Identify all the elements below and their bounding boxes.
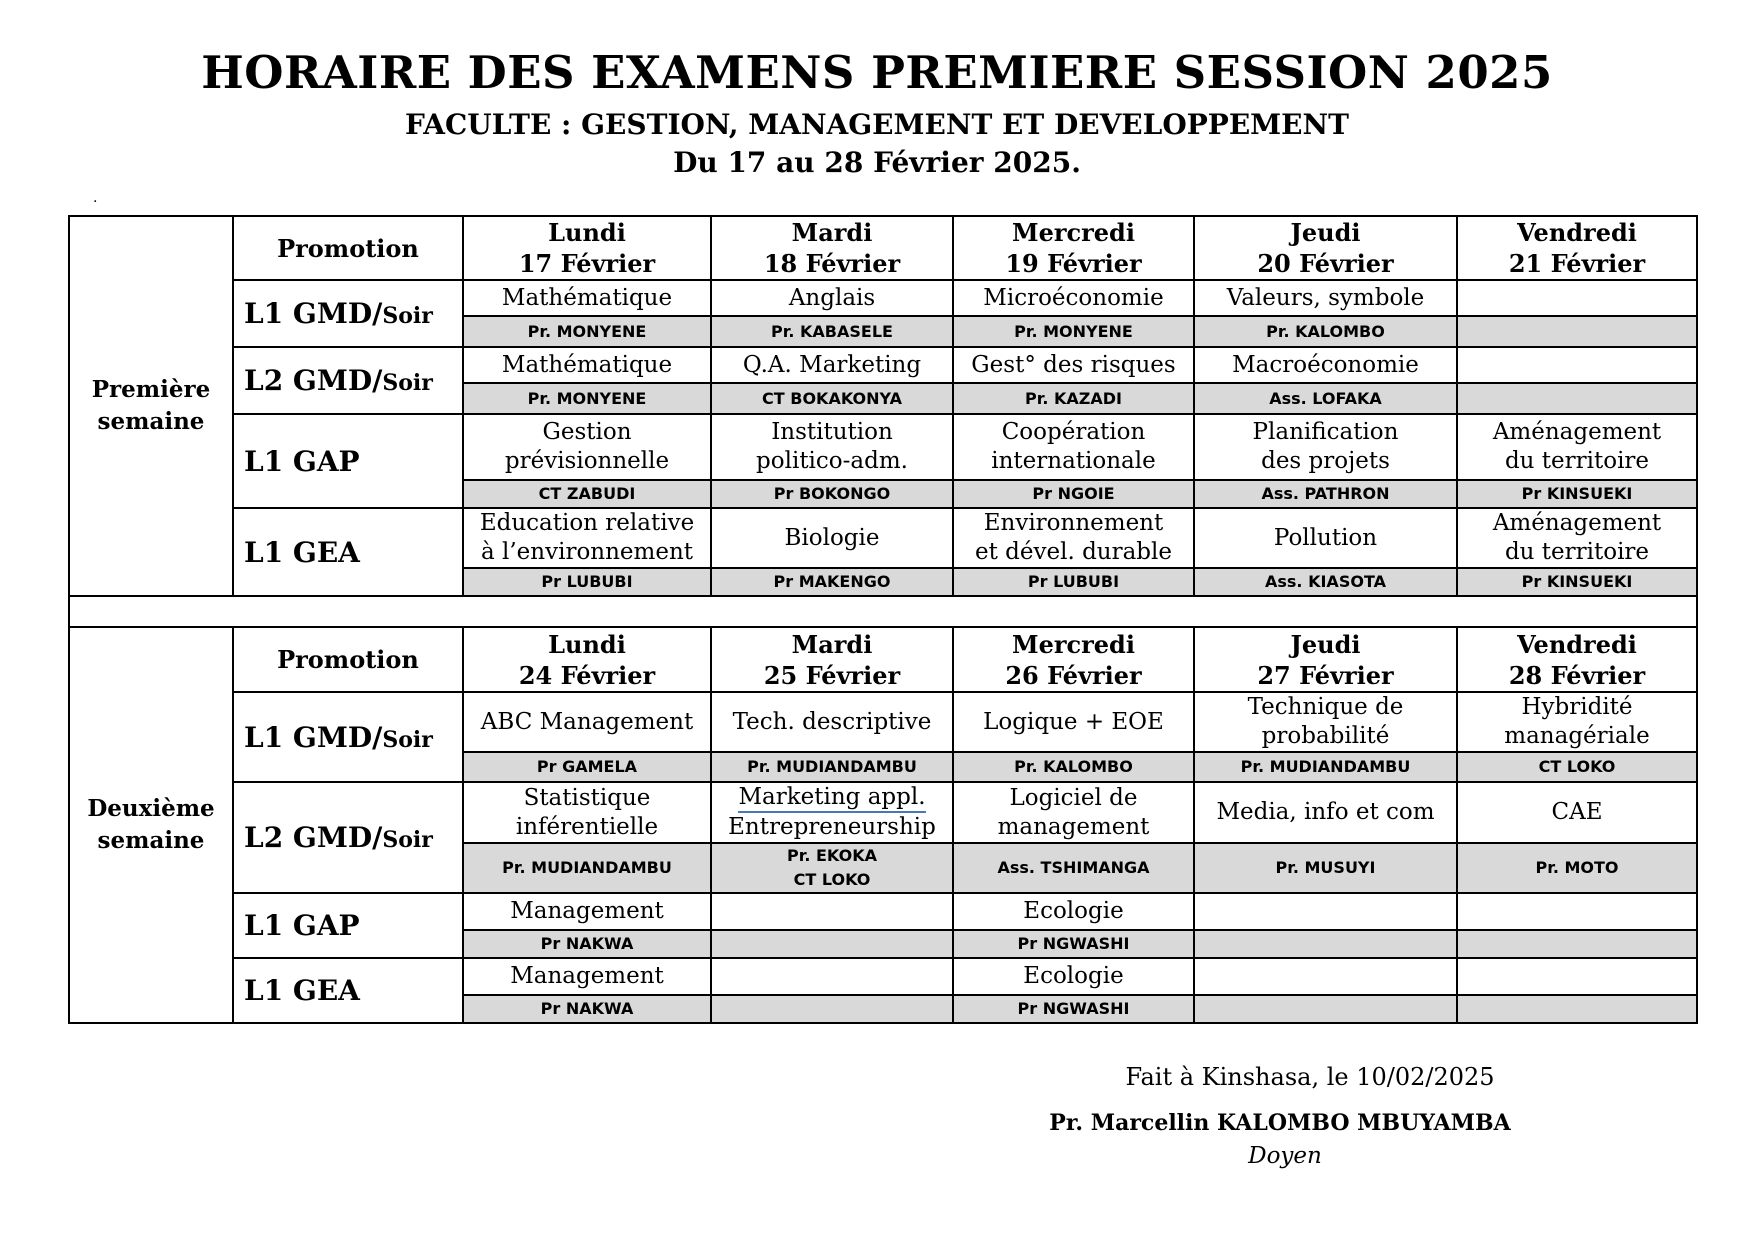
course-name: management	[997, 813, 1150, 840]
promotion-cell	[233, 692, 463, 782]
week-label-line: Première	[91, 376, 211, 403]
course-name: Gestion	[542, 419, 632, 445]
course-name: Entrepreneurship	[728, 814, 936, 840]
professor-cell	[953, 568, 1194, 596]
table-row	[69, 958, 1697, 995]
course-cell	[1457, 893, 1697, 930]
professor-name: Pr. KALOMBO	[1014, 757, 1133, 776]
promotion-name: L1 GMD/	[244, 720, 383, 754]
course-name: politico-adm.	[756, 448, 908, 474]
course-cell	[953, 692, 1194, 752]
promotion-name: L2 GMD/	[244, 821, 383, 854]
promotion-cell	[233, 508, 463, 596]
professor-name: Pr. EKOKA	[787, 846, 877, 865]
course-name: Management	[510, 963, 664, 989]
professor-name: Pr. MONYENE	[1014, 321, 1133, 341]
course-cell	[1457, 958, 1697, 995]
course-cell	[463, 958, 711, 995]
day-date: 17 Février	[518, 249, 656, 278]
table-row	[69, 893, 1697, 930]
professor-cell	[1194, 752, 1457, 782]
professor-cell	[1457, 568, 1697, 596]
day-date: 18 Février	[763, 249, 901, 278]
professor-cell	[711, 568, 953, 596]
course-cell	[711, 414, 953, 480]
place-date: Fait à Kinshasa, le 10/02/2025	[1125, 1063, 1495, 1091]
course-name: des projets	[1261, 448, 1390, 474]
course-name: du territoire	[1504, 539, 1650, 565]
day-header	[953, 627, 1194, 692]
course-name: Institution	[771, 419, 893, 445]
course-cell	[1457, 414, 1697, 480]
professor-name: Pr. MOTO	[1535, 858, 1619, 877]
day-name: Mardi	[791, 629, 873, 659]
professor-cell	[1457, 843, 1697, 893]
professor-cell	[1194, 995, 1457, 1023]
stray-dot: .	[93, 190, 98, 206]
course-cell	[953, 414, 1194, 480]
course-cell	[711, 893, 953, 930]
professor-name: CT ZABUDI	[538, 484, 636, 503]
professor-name: Ass. PATHRON	[1261, 484, 1390, 503]
course-cell	[711, 508, 953, 568]
exam-schedule-table	[68, 215, 1698, 1024]
course-cell	[463, 782, 711, 843]
course-name: Ecologie	[1023, 963, 1124, 989]
promotion-name: L1 GAP	[244, 909, 360, 942]
day-name: Vendredi	[1517, 629, 1637, 659]
promotion-name: L2 GMD/	[244, 364, 383, 397]
professor-cell	[463, 995, 711, 1023]
professor-cell	[1457, 316, 1697, 347]
course-cell	[463, 280, 711, 316]
course-name: ABC Management	[480, 708, 694, 735]
professor-name: Pr NGWASHI	[1017, 999, 1130, 1018]
professor-cell	[1457, 995, 1697, 1023]
course-name: Mathématique	[501, 351, 673, 378]
professor-cell	[711, 995, 953, 1023]
professor-name: Pr. MONYENE	[527, 388, 647, 408]
table-row	[69, 782, 1697, 843]
course-cell	[1194, 280, 1457, 316]
course-name: Education relative	[479, 510, 695, 536]
professor-cell	[711, 480, 953, 508]
professor-cell	[953, 930, 1194, 958]
course-cell	[1194, 692, 1457, 752]
promotion-name: L1 GAP	[244, 444, 360, 478]
course-cell	[463, 508, 711, 568]
day-date: 19 Février	[1005, 249, 1142, 278]
professor-cell	[463, 930, 711, 958]
professor-cell	[711, 930, 953, 958]
professor-cell	[463, 480, 711, 508]
day-name: Mardi	[791, 218, 873, 247]
day-date: 24 Février	[518, 660, 656, 690]
professor-name: Pr BOKONGO	[773, 484, 891, 503]
course-cell	[953, 958, 1194, 995]
promotion-cell	[233, 414, 463, 508]
professor-cell	[1457, 383, 1697, 414]
professor-cell	[1457, 930, 1697, 958]
professor-cell	[1194, 568, 1457, 596]
course-cell	[711, 692, 953, 752]
course-name: Aménagement	[1492, 419, 1662, 445]
course-name: Q.A. Marketing	[742, 351, 922, 378]
course-cell	[953, 782, 1194, 843]
professor-name: Pr NAKWA	[540, 934, 634, 953]
course-name: Microéconomie	[983, 284, 1164, 311]
promotion-suffix: Soir	[382, 726, 433, 753]
professor-cell	[953, 316, 1194, 347]
course-name: prévisionnelle	[504, 448, 670, 474]
course-cell	[953, 508, 1194, 568]
week1-header-row	[69, 216, 1697, 280]
date-range: Du 17 au 28 Février 2025.	[673, 146, 1081, 179]
course-name: Management	[510, 898, 664, 924]
table-row	[69, 692, 1697, 752]
course-name: Technique de	[1247, 694, 1404, 720]
course-cell	[463, 692, 711, 752]
page-title: HORAIRE DES EXAMENS PREMIERE SESSION 2025	[201, 46, 1553, 99]
promotion-header: Promotion	[233, 216, 463, 280]
professor-cell	[1457, 752, 1697, 782]
course-cell	[463, 893, 711, 930]
course-name: à l’environnement	[480, 539, 694, 565]
week2-label	[69, 627, 233, 1023]
day-date: 26 Février	[1005, 660, 1142, 690]
course-cell	[1194, 347, 1457, 383]
professor-cell	[953, 843, 1194, 893]
week-separator-row	[69, 596, 1697, 627]
professor-name: Pr. MUSUYI	[1275, 858, 1376, 877]
day-header	[953, 216, 1194, 280]
course-name: du territoire	[1504, 448, 1650, 474]
course-cell	[1194, 414, 1457, 480]
professor-name: Pr NAKWA	[540, 999, 634, 1018]
professor-name: Ass. KIASOTA	[1265, 572, 1386, 591]
course-cell	[1457, 692, 1697, 752]
course-cell	[953, 893, 1194, 930]
course-cell	[463, 347, 711, 383]
professor-cell	[711, 316, 953, 347]
professor-name: Pr. KABASELE	[771, 321, 893, 341]
professor-name: Pr. MUDIANDAMBU	[502, 858, 672, 877]
day-name: Jeudi	[1290, 218, 1361, 247]
course-name: Aménagement	[1492, 510, 1662, 536]
professor-name: Pr LUBUBI	[1027, 572, 1120, 591]
day-name: Jeudi	[1290, 629, 1361, 659]
week-label-line: semaine	[97, 827, 205, 854]
course-name: Ecologie	[1023, 898, 1124, 924]
course-cell	[953, 280, 1194, 316]
course-cell	[1194, 782, 1457, 843]
day-date: 27 Février	[1257, 660, 1394, 690]
professor-name: Pr LUBUBI	[541, 572, 633, 591]
professor-cell	[953, 995, 1194, 1023]
professor-name: Pr. MUDIANDAMBU	[747, 757, 917, 776]
course-cell	[1457, 347, 1697, 383]
professor-cell	[1194, 316, 1457, 347]
promotion-suffix: Soir	[382, 827, 433, 853]
course-name: managériale	[1504, 723, 1650, 749]
professor-name: Pr MAKENGO	[773, 572, 891, 591]
day-header	[711, 627, 953, 692]
course-name: Environnement	[983, 510, 1164, 536]
course-name: Planification	[1252, 419, 1399, 445]
promotion-suffix: Soir	[382, 303, 433, 329]
week-separator	[69, 596, 1697, 627]
professor-cell	[1194, 930, 1457, 958]
course-cell	[1194, 508, 1457, 568]
promotion-cell	[233, 280, 463, 347]
professor-name: CT LOKO	[1538, 757, 1616, 776]
course-name: internationale	[991, 448, 1156, 474]
professor-cell	[1194, 383, 1457, 414]
professor-cell	[711, 383, 953, 414]
day-header	[463, 627, 711, 692]
course-name: Biologie	[784, 524, 880, 551]
course-cell	[463, 414, 711, 480]
professor-cell	[711, 752, 953, 782]
professor-name: Pr. MUDIANDAMBU	[1240, 757, 1411, 776]
course-name: Pollution	[1273, 524, 1378, 551]
course-cell	[1457, 508, 1697, 568]
professor-cell	[463, 383, 711, 414]
week-label-line: Deuxième	[87, 795, 215, 822]
course-cell	[711, 782, 953, 843]
table-row	[69, 280, 1697, 316]
day-header	[1457, 216, 1697, 280]
professor-cell	[463, 568, 711, 596]
promotion-name: L1 GMD/	[244, 297, 383, 330]
day-name: Mercredi	[1012, 629, 1135, 659]
professor-name: Pr. KALOMBO	[1266, 321, 1385, 341]
professor-cell	[953, 480, 1194, 508]
course-name: Logiciel de	[1009, 784, 1138, 811]
professor-cell	[463, 752, 711, 782]
day-name: Lundi	[548, 629, 626, 659]
course-name: probabilité	[1261, 723, 1390, 749]
dean-role: Doyen	[1248, 1143, 1322, 1169]
course-cell	[953, 347, 1194, 383]
course-name: Media, info et com	[1216, 799, 1435, 825]
professor-name: Pr. KAZADI	[1025, 388, 1122, 408]
day-name: Mercredi	[1012, 218, 1135, 247]
course-cell	[1457, 782, 1697, 843]
promotion-header: Promotion	[233, 627, 463, 692]
course-name: Hybridité	[1521, 694, 1633, 720]
professor-cell	[463, 316, 711, 347]
course-name: Gest° des risques	[971, 351, 1176, 378]
course-name: Marketing appl.	[738, 784, 925, 813]
course-name: Mathématique	[501, 284, 673, 311]
day-header	[711, 216, 953, 280]
course-name: Valeurs, symbole	[1226, 284, 1425, 311]
professor-name: Pr. MONYENE	[527, 321, 647, 341]
course-name: Coopération	[1001, 419, 1146, 445]
course-name: et dével. durable	[974, 539, 1173, 565]
course-name: Macroéconomie	[1232, 351, 1419, 378]
table-row	[69, 347, 1697, 383]
day-name: Vendredi	[1517, 218, 1637, 247]
faculty-subtitle: FACULTE : GESTION, MANAGEMENT ET DEVELOPPEMENT	[405, 108, 1349, 141]
promotion-cell	[233, 893, 463, 958]
day-header	[1194, 216, 1457, 280]
course-name: Anglais	[788, 284, 876, 311]
professor-cell	[953, 383, 1194, 414]
promotion-name: L1 GEA	[244, 535, 360, 569]
day-header	[463, 216, 711, 280]
promotion-cell	[233, 347, 463, 414]
promotion-name: L1 GEA	[244, 974, 360, 1007]
promotion-cell	[233, 782, 463, 893]
professor-name: Pr KINSUEKI	[1521, 484, 1633, 503]
day-date: 21 Février	[1508, 249, 1646, 278]
course-name: Statistique	[523, 784, 651, 811]
professor-name: CT BOKAKONYA	[762, 388, 902, 408]
course-cell	[1194, 958, 1457, 995]
course-name: Logique + EOE	[983, 708, 1164, 735]
professor-name: Pr NGWASHI	[1017, 934, 1130, 953]
course-cell	[1457, 280, 1697, 316]
day-date: 28 Février	[1508, 660, 1646, 690]
day-header	[1457, 627, 1697, 692]
day-date: 25 Février	[763, 660, 901, 690]
professor-name: Pr KINSUEKI	[1521, 572, 1633, 591]
course-cell	[711, 280, 953, 316]
professor-cell	[711, 843, 953, 893]
week-label-line: semaine	[97, 408, 205, 435]
course-name: CAE	[1551, 799, 1603, 825]
professor-name: Pr GAMELA	[536, 757, 638, 776]
professor-cell	[463, 843, 711, 893]
day-header	[1194, 627, 1457, 692]
professor-name: Ass. TSHIMANGA	[997, 858, 1150, 877]
professor-cell	[1194, 480, 1457, 508]
week2-header-row	[69, 627, 1697, 692]
professor-cell	[1194, 843, 1457, 893]
day-name: Lundi	[548, 218, 626, 247]
course-name: Tech. descriptive	[732, 708, 932, 735]
professor-name: Ass. LOFAKA	[1269, 388, 1382, 408]
promotion-suffix: Soir	[382, 370, 433, 396]
day-date: 20 Février	[1257, 249, 1394, 278]
professor-name: Pr NGOIE	[1032, 484, 1115, 503]
table-row	[69, 414, 1697, 480]
professor-cell	[953, 752, 1194, 782]
course-cell	[711, 347, 953, 383]
promotion-cell	[233, 958, 463, 1023]
professor-name: CT LOKO	[793, 870, 871, 889]
week1-label	[69, 216, 233, 596]
course-cell	[1194, 893, 1457, 930]
professor-cell	[1457, 480, 1697, 508]
course-cell	[711, 958, 953, 995]
course-name: inférentielle	[515, 813, 659, 840]
table-row	[69, 508, 1697, 568]
dean-name: Pr. Marcellin KALOMBO MBUYAMBA	[1049, 1110, 1511, 1136]
